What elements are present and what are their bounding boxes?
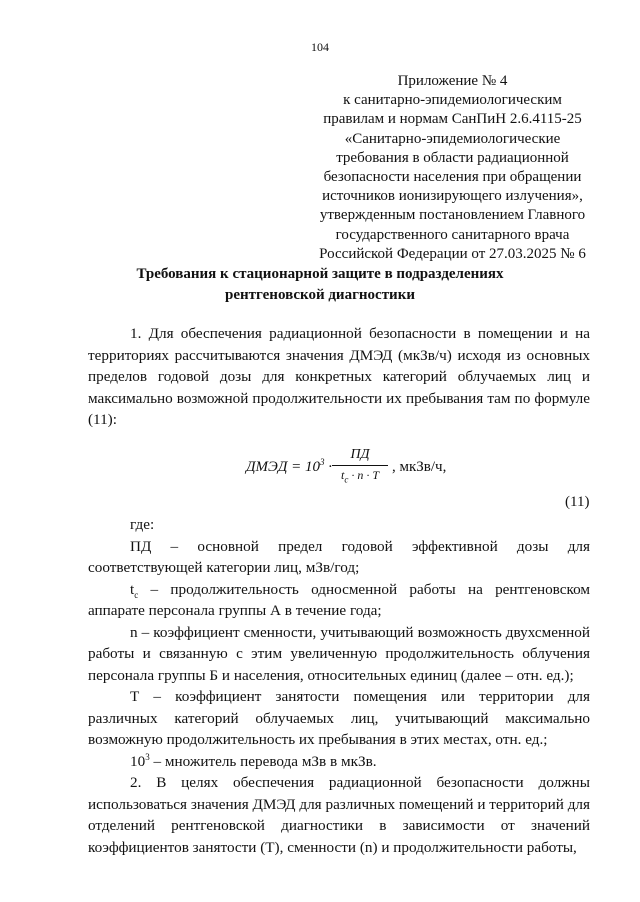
formula-number: (11) xyxy=(565,494,590,510)
definition-t: Т – коэффициент занятости помещения или территории для различных категорий облучаемых лиц, учитывающий максимально возможную продолжительность их пребывания в этих местах, отн. ед.; xyxy=(88,688,590,748)
formula-numerator: ПД xyxy=(350,447,370,462)
formula-lhs-exponent: 3 xyxy=(320,457,325,467)
appendix-line: правилам и нормам СанПиН 2.6.4115-25 xyxy=(323,111,582,128)
appendix-line: «Санитарно-эпидемиологические xyxy=(344,130,561,147)
appendix-line: требования в области радиационной xyxy=(336,149,569,166)
formula-lhs xyxy=(246,459,332,476)
title-line: Требования к стационарной защите в подразделениях xyxy=(136,266,504,282)
tc-subscript: c xyxy=(134,589,139,600)
tc-text: – продолжительность односменной работы на рентгеновском аппарате персонала группы А в течение года; xyxy=(88,580,591,619)
mult-base: 10 xyxy=(130,752,146,770)
definitions-block xyxy=(88,514,590,858)
formula-unit: , мкЗв/ч, xyxy=(392,459,447,475)
mult-text: – множитель перевода мЗв в мкЗв. xyxy=(153,752,377,770)
appendix-line: источников ионизирующего излучения», xyxy=(322,188,583,205)
den-t-subscript: c xyxy=(344,474,349,485)
appendix-line: к санитарно-эпидемиологическим xyxy=(343,92,562,109)
appendix-line: государственного санитарного врача xyxy=(335,226,570,243)
formula-dot: · xyxy=(328,459,333,475)
appendix-line: утвержденным постановлением Главного xyxy=(319,207,586,224)
formula-lhs-text: ДМЭД = 10 xyxy=(246,459,321,475)
fraction-bar xyxy=(332,465,388,466)
paragraph-2: 2. В целях обеспечения радиационной безопасности должны использоваться значения ДМЭД для различных помещений и территорий для отделений рентгеновской диагностики в зависимости от значений коэффициентов занятости (Т), сменности (n) и продолжительности работы, xyxy=(88,774,590,856)
appendix-line: безопасности населения при обращении xyxy=(323,169,582,186)
page-number: 104 xyxy=(311,40,329,54)
paragraph-1-block xyxy=(88,323,590,431)
appendix-header xyxy=(300,72,605,264)
tc-symbol: t xyxy=(130,580,135,598)
formula-fraction xyxy=(332,446,388,483)
definition-tc xyxy=(88,579,590,622)
formula-denominator xyxy=(332,467,388,483)
mult-exponent: 3 xyxy=(145,751,150,762)
definition-pd: ПД – основной предел годовой эффективной дозы для соответствующей категории лиц, мЗв/год; xyxy=(88,537,590,576)
appendix-line: Приложение № 4 xyxy=(397,73,508,89)
document-title xyxy=(90,264,550,306)
definition-multiplier xyxy=(88,751,590,773)
where-label: где: xyxy=(130,516,155,533)
definition-n: n – коэффициент сменности, учитывающий возможность двухсменной работы и связанную с этим увеличенную продолжительность облучения персонала группы Б и населения, относительных единиц (далее – отн. ед.); xyxy=(88,623,590,684)
den-rest: · n · T xyxy=(348,468,380,482)
paragraph-1: 1. Для обеспечения радиационной безопасности в помещении и на территориях рассчитываются значения ДМЭД (мкЗв/ч) исходя из основных пределов годовой дозы для конкретных категорий облучаемых лиц и максимально возможной продолжительности их пребывания там по формуле (11): xyxy=(88,325,590,428)
den-t: t xyxy=(340,468,345,482)
title-line: рентгеновской диагностики xyxy=(225,287,415,303)
appendix-line: Российской Федерации от 27.03.2025 № 6 xyxy=(319,245,586,262)
